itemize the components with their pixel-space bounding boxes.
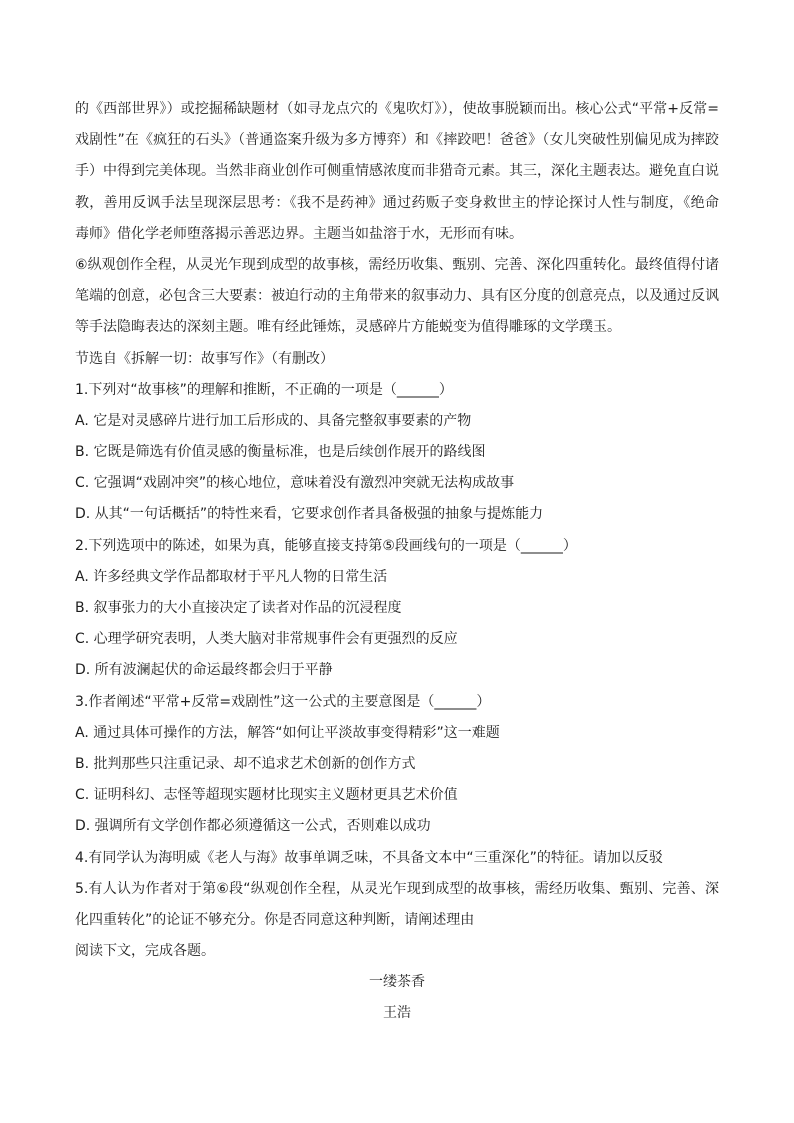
question-1 — [75, 375, 719, 531]
passage-line: 手）中得到完美体现。当然非商业创作可侧重情感浓度而非猎奇元素。其三，深化主题表达。避免直白说 — [75, 163, 719, 180]
question-stem-line: 化四重转化”的论证不够充分。你是否同意这种判断，请阐述理由 — [75, 911, 475, 928]
option-c: C. 它强调“戏剧冲突”的核心地位，意味着没有激烈冲突就无法构成故事 — [75, 475, 515, 492]
option-d: D. 从其“一句话概括”的特性来看，它要求创作者具备极强的抽象与提炼能力 — [75, 506, 544, 523]
option-a: A. 通过具体可操作的方法，解答“如何让平淡故事变得精彩”这一难题 — [75, 724, 500, 741]
next-text-author: 王浩 — [383, 1005, 411, 1022]
option-c: C. 心理学研究表明，人类大脑对非常规事件会有更强烈的反应 — [75, 631, 458, 648]
option-b: B. 批判那些只注重记录、却不追求艺术创新的创作方式 — [75, 755, 416, 772]
question-2 — [75, 531, 719, 687]
question-3 — [75, 687, 719, 843]
passage — [75, 94, 719, 375]
page-content — [75, 94, 719, 1030]
question-stem-line: 5.有人认为作者对于第⑥段“纵观创作全程，从灵光乍现到成型的故事核，需经历收集、甄别、完善、深 — [75, 880, 719, 897]
option-a: A. 许多经典文学作品都取材于平凡人物的日常生活 — [75, 568, 388, 585]
question-stem: 1.下列对“故事核”的理解和推断，不正确的一项是（______） — [75, 381, 453, 398]
option-c: C. 证明科幻、志怪等超现实题材比现实主义题材更具艺术价值 — [75, 787, 458, 804]
option-d: D. 所有波澜起伏的命运最终都会归于平静 — [75, 662, 333, 679]
passage-line: 的《西部世界》）或挖掘稀缺题材（如寻龙点穴的《鬼吹灯》），使故事脱颖而出。核心公式“平常+反常= — [75, 101, 719, 117]
question-5 — [75, 874, 719, 936]
passage-line: 等手法隐晦表达的深刻主题。唯有经此锤炼，灵感碎片方能蜕变为值得雕琢的文学璞玉。 — [75, 319, 621, 336]
question-stem: 2.下列选项中的陈述，如果为真，能够直接支持第⑤段画线句的一项是（______） — [75, 537, 577, 554]
passage-line: 笔端的创意，必包含三大要素：被迫行动的主角带来的叙事动力、具有区分度的创意亮点，以及通过反讽 — [75, 288, 719, 305]
question-stem: 4.有同学认为海明威《老人与海》故事单调乏味，不具备文本中“三重深化”的特征。请加以反驳 — [75, 849, 663, 866]
passage-line: 毒师》借化学老师堕落揭示善恶边界。主题当如盐溶于水，无形而有味。 — [75, 225, 523, 242]
option-d: D. 强调所有文学创作都必须遵循这一公式，否则难以成功 — [75, 818, 431, 835]
reading-instruction: 阅读下文，完成各题。 — [75, 943, 215, 960]
next-text-title: 一缕茶香 — [369, 974, 425, 991]
option-b: B. 叙事张力的大小直接决定了读者对作品的沉浸程度 — [75, 600, 402, 616]
passage-line: ⑥纵观创作全程，从灵光乍现到成型的故事核，需经历收集、甄别、完善、深化四重转化。最终值得付诸 — [75, 256, 719, 273]
option-a: A. 它是对灵感碎片进行加工后形成的、具备完整叙事要素的产物 — [75, 412, 472, 429]
passage-line: 教，善用反讽手法呈现深层思考：《我不是药神》通过药贩子变身救世主的悖论探讨人性与制度，《绝命 — [75, 194, 719, 211]
passage-source: 节选自《拆解一切：故事写作》（有删改） — [75, 350, 334, 367]
passage-line: 戏剧性”在《疯狂的石头》（普通盗案升级为多方博弈）和《摔跤吧！爸爸》（女儿突破性别偏见成为摔跤 — [75, 132, 719, 149]
option-b: B. 它既是筛选有价值灵感的衡量标准，也是后续创作展开的路线图 — [75, 444, 486, 461]
question-4 — [75, 843, 719, 874]
question-stem: 3.作者阐述“平常+反常=戏剧性”这一公式的主要意图是（______） — [75, 693, 491, 710]
